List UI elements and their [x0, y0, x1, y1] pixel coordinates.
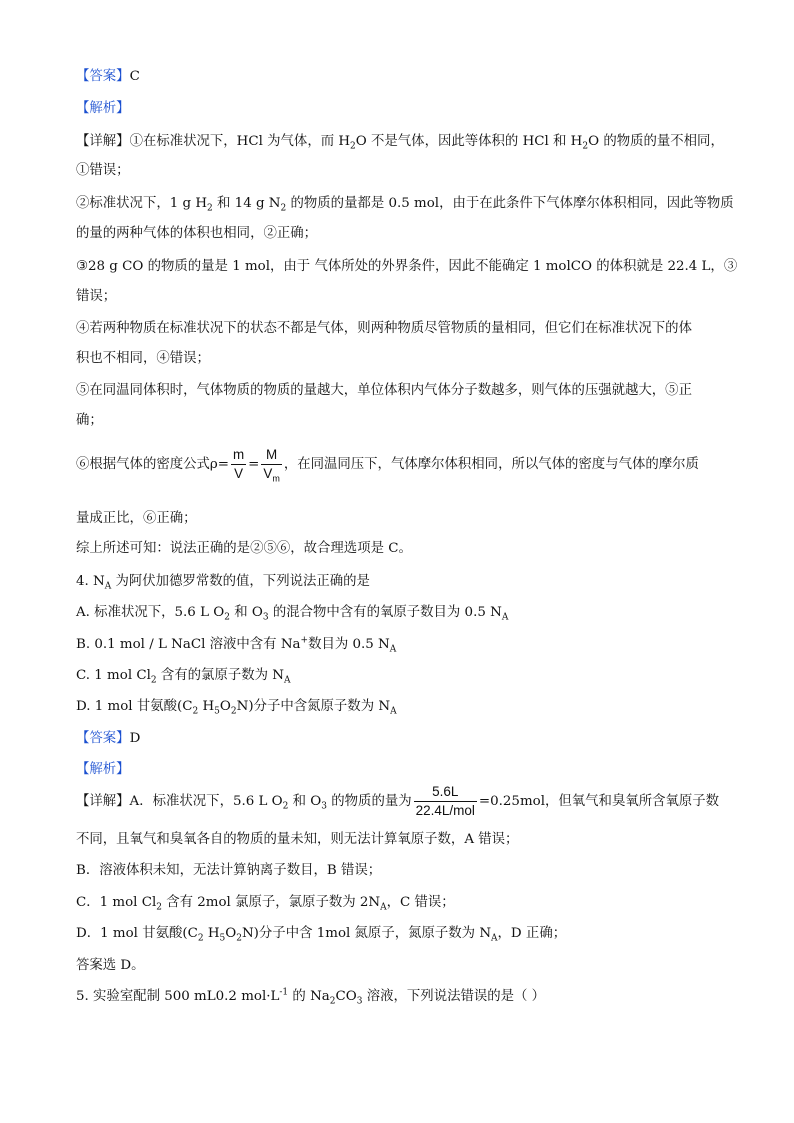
denominator-base: V [263, 466, 273, 481]
subscript: 2 [350, 141, 356, 152]
text-line [76, 636, 396, 654]
subscript: A [389, 644, 397, 655]
subscript: 3 [262, 612, 269, 623]
text-segment: ①错误； [76, 163, 130, 178]
section-tag: 【答案】 [76, 731, 130, 746]
text-line [76, 831, 518, 849]
subscript: A [283, 675, 291, 686]
text-segment: 【详解】 [76, 134, 130, 149]
text-segment: O [219, 699, 231, 714]
subscript: 2 [150, 675, 157, 686]
text-segment: 5. 实验室配制 500 mL0.2 mol·L [76, 989, 280, 1004]
text-line [76, 667, 290, 685]
text-segment: 确； [76, 413, 103, 428]
fraction-denominator: V [234, 466, 244, 481]
text-line [76, 195, 734, 213]
section-tag: 【解析】 [76, 101, 130, 116]
text-line [76, 412, 103, 430]
subscript: 2 [582, 141, 589, 152]
text-segment: 溶液，下列说法错误的是（ ） [362, 989, 546, 1004]
text-segment: 数目为 0.5 N [308, 637, 390, 652]
text-line [76, 382, 692, 400]
text-segment: ②标准状况下，1 g H [76, 196, 208, 211]
text-segment: N)分子中含氮原子数为 N [236, 699, 391, 714]
text-segment: 的混合物中含有的氧原子数目为 0.5 N [268, 605, 502, 620]
fraction-m-over-v [231, 446, 246, 483]
subscript: 2 [156, 902, 162, 913]
subscript: 3 [321, 801, 328, 812]
text-segment: C．1 mol Cl [76, 895, 157, 910]
text-segment: B. 0.1 mol / L NaCl 溶液中含有 Na [76, 637, 301, 652]
text-line [76, 225, 317, 243]
text-segment: ，C 错误； [386, 895, 455, 910]
formula-suffix: ，在同温同压下，气体摩尔体积相同，所以气体的密度与气体的摩尔质 [283, 457, 699, 472]
text-segment: 为阿伏加德罗常数的值，下列说法正确的是 [111, 574, 370, 589]
text-segment: ①在标准状况下，HCl 为气体，而 H [129, 134, 351, 149]
text-segment: ④若两种物质在标准状况下的状态不都是气体，则两种物质尽管物质的量相同，但它们在标准状况下的体 [76, 321, 692, 336]
fraction-denominator [261, 465, 281, 483]
formula-text: 的物质的量为 [327, 794, 412, 809]
text-line [76, 894, 455, 912]
text-segment: C. 1 mol Cl [76, 668, 151, 683]
fraction-numerator: 5.6L [414, 783, 477, 802]
text-segment: H [203, 926, 220, 941]
fraction-m-over-vm [261, 446, 281, 483]
text-segment: 答案选 D。 [76, 958, 145, 973]
formula-line-moles [76, 783, 719, 820]
text-line [76, 350, 210, 368]
formula-prefix: ⑥根据气体的密度公式ρ= [76, 457, 229, 472]
text-segment: D [129, 731, 141, 746]
section-tag: 【解析】 [76, 762, 130, 777]
superscript: -1 [279, 987, 289, 998]
text-line [76, 540, 412, 558]
text-line [76, 320, 692, 338]
subscript: 2 [282, 801, 289, 812]
text-segment: 综上所述可知：说法正确的是②⑤⑥，故合理选项是 C。 [76, 541, 412, 556]
subscript: A [380, 902, 387, 913]
text-segment: 的 Na [288, 989, 330, 1004]
superscript: + [300, 635, 309, 646]
subscript: A [491, 933, 498, 944]
text-segment: O [225, 926, 237, 941]
subscript: 2 [224, 612, 230, 623]
text-line [76, 510, 197, 528]
text-line [76, 162, 130, 180]
text-segment: 4. N [76, 574, 105, 589]
fraction-numerator: m [231, 446, 246, 465]
text-line [76, 133, 724, 151]
text-line [76, 988, 545, 1006]
text-segment: ，D 正确； [497, 926, 567, 941]
subscript: 2 [329, 996, 336, 1007]
text-line [76, 761, 130, 779]
subscript: 2 [236, 933, 242, 944]
text-line [76, 288, 116, 306]
text-segment: 的物质的量都是 0.5 mol，由于在此条件下气体摩尔体积相同，因此等物质 [286, 196, 734, 211]
text-segment: 量成正比，⑥正确； [76, 511, 197, 526]
subscript: 2 [207, 203, 213, 214]
subscript: 2 [230, 706, 237, 717]
text-segment: ③28 g CO 的物质的量是 1 mol，由于 气体所处的外界条件，因此不能确定 1 molCO 的体积就是 22.4 L，③ [76, 259, 738, 274]
subscript: 3 [356, 996, 363, 1007]
subscript: 2 [280, 203, 287, 214]
text-line [76, 100, 130, 118]
text-line [76, 258, 737, 276]
formula-suffix: =0.25mol，但氧气和臭氧所含氧原子数 [478, 794, 720, 809]
text-line [76, 68, 140, 86]
text-line [76, 862, 381, 880]
text-line [76, 573, 370, 591]
subscript: A [390, 706, 397, 717]
text-line [76, 957, 145, 975]
formula-prefix: 【详解】A．标准状况下，5.6 L O [76, 794, 283, 809]
text-segment: D. 1 mol 甘氨酸(C [76, 699, 193, 714]
text-segment: N)分子中含 1mol 氮原子，氮原子数为 N [241, 926, 492, 941]
text-segment: 不同，且氧气和臭氧各自的物质的量未知，则无法计算氧原子数，A 错误； [76, 832, 519, 847]
text-segment: CO [335, 989, 357, 1004]
formula-line-density [76, 446, 699, 483]
text-segment: C [129, 69, 140, 84]
text-segment: 含有的氯原子数为 N [156, 668, 284, 683]
section-tag: 【答案】 [76, 69, 130, 84]
text-segment: 错误； [76, 289, 117, 304]
fraction-numerator: M [261, 446, 281, 465]
text-line [76, 925, 566, 943]
formula-text: 和 O [288, 794, 322, 809]
text-segment: ⑤在同温同体积时，气体物质的物质的量越大，单位体积内气体分子数越多，则气体的压强就越大，⑤正 [76, 383, 692, 398]
fraction-volume-over-molar-volume [414, 783, 477, 820]
subscript: 2 [197, 933, 204, 944]
text-segment: O 的物质的量不相同， [588, 134, 724, 149]
fraction-denominator: 22.4L/mol [415, 803, 475, 818]
subscript: 2 [192, 706, 199, 717]
text-segment: 含有 2mol 氯原子，氯原子数为 2N [161, 895, 381, 910]
subscript: 5 [214, 706, 220, 717]
text-segment: O 不是气体，因此等体积的 HCl 和 H [355, 134, 583, 149]
text-line [76, 698, 397, 716]
text-segment: H [198, 699, 215, 714]
text-line [76, 730, 140, 748]
text-segment: 积也不相同，④错误； [76, 351, 210, 366]
text-segment: B．溶液体积未知，无法计算钠离子数目，B 错误； [76, 863, 382, 878]
subscript: 5 [219, 933, 226, 944]
text-line [76, 604, 508, 622]
text-segment: 的量的两种气体的体积也相同，②正确； [76, 226, 318, 241]
equals-sign: = [248, 457, 260, 472]
subscript: A [104, 581, 112, 592]
text-segment: 和 O [229, 605, 263, 620]
denominator-subscript: m [272, 473, 280, 484]
text-segment: 和 14 g N [212, 196, 281, 211]
subscript: A [501, 612, 509, 623]
text-segment: D．1 mol 甘氨酸(C [76, 926, 198, 941]
text-segment: A. 标准状况下，5.6 L O [76, 605, 225, 620]
